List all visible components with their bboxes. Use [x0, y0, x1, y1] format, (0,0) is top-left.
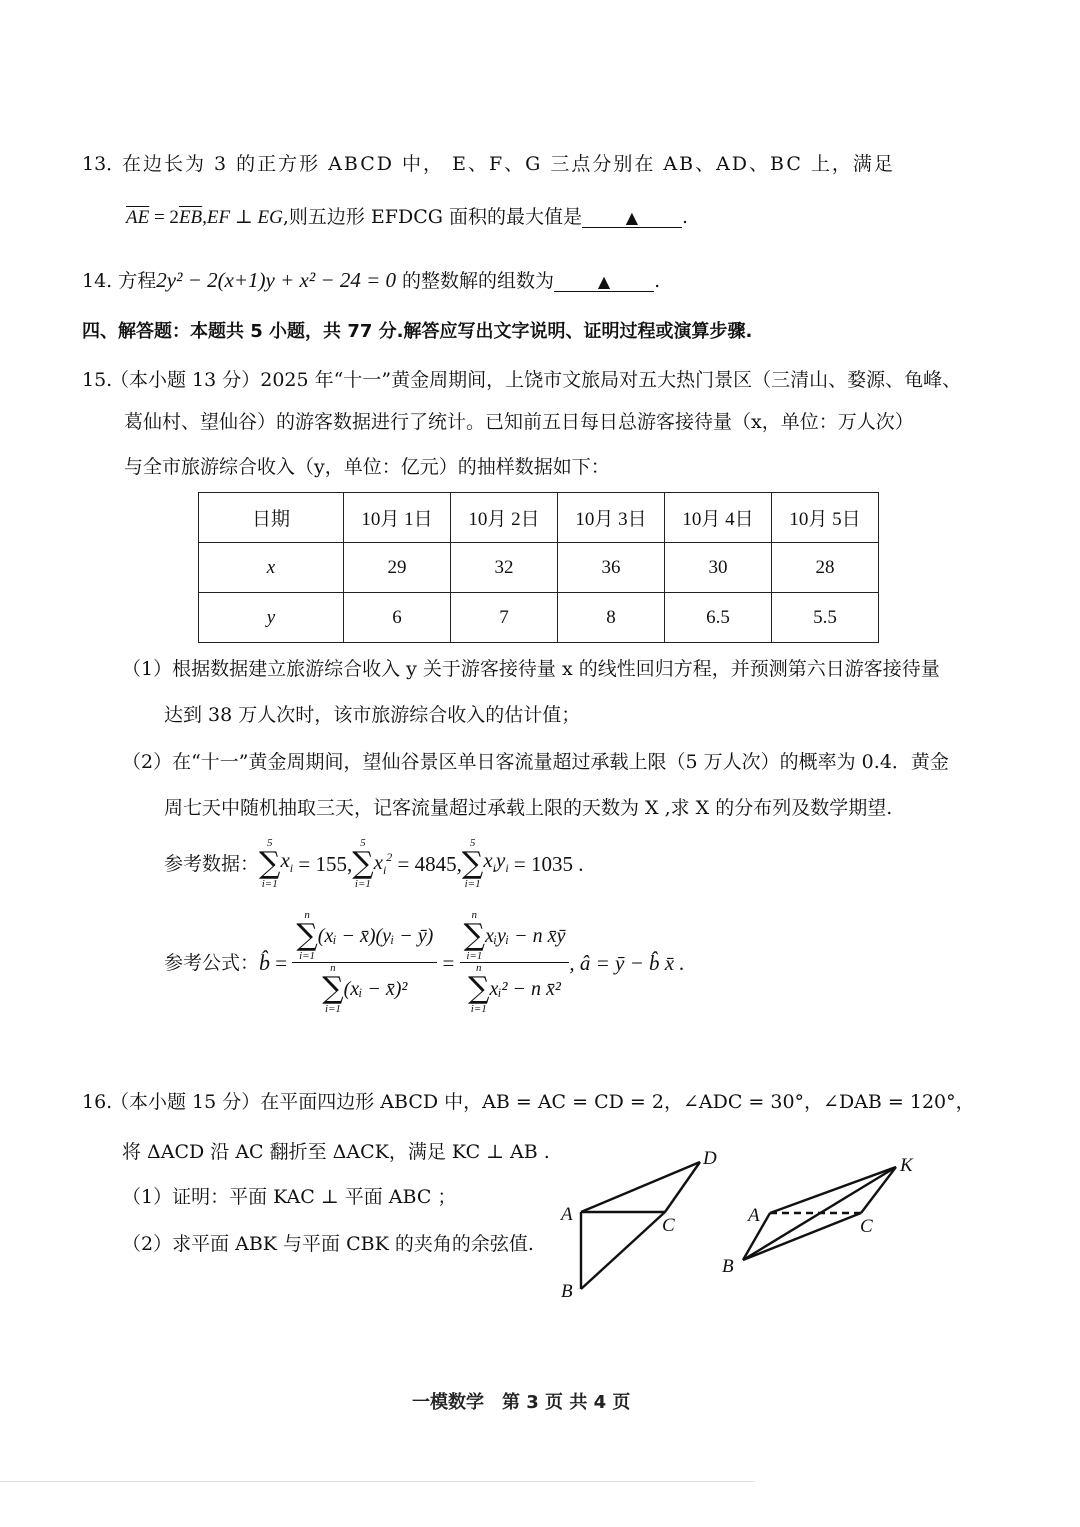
q14-number: 14.	[82, 270, 113, 292]
reference-data: 参考数据： 5 ∑ i=1 $x_i$ = 155 , 5 ∑ i=1 $x_i^2$ = 4845 , 5 ∑ i=1 $x_iy_i$ = 1035 .	[164, 837, 584, 890]
table-row	[199, 543, 879, 593]
label-b: B	[561, 1281, 573, 1302]
denominator-1: (xᵢ − x̄)²	[343, 978, 408, 1000]
denominator-2: xᵢ² − n x̄²	[489, 978, 561, 1000]
q14-prefix: 方程	[118, 270, 157, 292]
q15-number: 15.	[82, 369, 113, 391]
vector-ae: $\overline{AE}$	[126, 207, 150, 228]
sum-x2-value: 4845	[414, 852, 457, 876]
sum-x-value: 155	[315, 852, 347, 876]
table-header-cell: 10月 1日	[344, 493, 451, 543]
reference-data-label: 参考数据：	[164, 853, 260, 875]
q14-equation: 2y² − 2(x+1)y + x² − 24 = 0	[156, 268, 396, 292]
q16-line1: （本小题 15 分）在平面四边形 ABCD 中，AB = AC = CD = 2，∠ADC = 30°，∠DAB = 120°，	[110, 1091, 975, 1113]
sum-xy-value: 1035	[531, 852, 573, 876]
summation-symbol: 5 ∑ i=1	[352, 837, 374, 890]
edge-bc	[581, 1212, 665, 1289]
q15-line2: 葛仙村、望仙谷）的游客数据进行了统计。已知前五日每日总游客接待量（x，单位：万人次）	[124, 411, 914, 433]
table-cell: 29	[344, 543, 451, 593]
summation-symbol: 5 ∑ i=1	[259, 837, 281, 890]
label-k: K	[900, 1155, 913, 1176]
table-cell: 36	[558, 543, 665, 593]
table-cell: 32	[451, 543, 558, 593]
q16-number: 16.	[82, 1091, 113, 1113]
label-c: C	[662, 1215, 675, 1236]
q13-condition: ,EF ⊥ EG	[202, 207, 283, 228]
table-cell: 6.5	[665, 593, 772, 643]
edge-bc	[743, 1213, 861, 1260]
label-c: C	[860, 1216, 873, 1237]
figure-folded-tetrahedron	[710, 1140, 930, 1290]
q14-period: .	[654, 270, 661, 292]
table-header-cell: 10月 3日	[558, 493, 665, 543]
table-header-cell: 10月 5日	[772, 493, 879, 543]
fraction-1: n ∑ i=1 (xᵢ − x̄)(yᵢ − ȳ) n ∑ i=1 (xᵢ − x̄)²	[292, 910, 437, 1015]
q14-line	[82, 268, 660, 293]
q13-line1: 在边长为 3 的正方形 ABCD 中， E、F、G 三点分别在 AB、AD、BC 上，满足	[122, 153, 895, 175]
table-cell: 5.5	[772, 593, 879, 643]
table-cell: 6	[344, 593, 451, 643]
numerator-1: (xᵢ − x̄)(yᵢ − ȳ)	[317, 925, 434, 947]
label-a: A	[561, 1204, 573, 1225]
vector-eb: $\overline{EB}$	[178, 207, 203, 228]
page-divider	[0, 1481, 755, 1482]
triangle-marker-icon: ▲	[625, 208, 639, 227]
table-header-cell: 日期	[199, 493, 344, 543]
q13-number: 13．	[82, 153, 126, 175]
numerator-2: xᵢyᵢ − n x̄ȳ	[485, 925, 566, 947]
triangle-marker-icon: ▲	[597, 272, 611, 291]
reference-formula-label: 参考公式：	[164, 951, 260, 974]
table-cell: 7	[451, 593, 558, 643]
q15-line1: （本小题 13 分）2025 年“十一”黄金周期间，上饶市文旅局对五大热门景区（三清山、婺源、龟峰、	[110, 369, 962, 391]
table-header-cell: 10月 2日	[451, 493, 558, 543]
q15-part1-line2: 达到 38 万人次时，该市旅游综合收入的估计值；	[164, 704, 581, 726]
label-a: A	[748, 1205, 760, 1226]
q16-part1: （1）证明：平面 KAC ⊥ 平面 ABC ；	[122, 1186, 457, 1208]
table-cell: 30	[665, 543, 772, 593]
page-footer: 一模数学 第 3 页 共 4 页	[412, 1392, 631, 1413]
table-cell: 8	[558, 593, 665, 643]
label-b: B	[722, 1256, 734, 1277]
q13-period: .	[681, 206, 688, 228]
q14-suffix: 的整数解的组数为	[402, 270, 555, 292]
table-row-label: x	[199, 543, 344, 593]
data-table	[198, 492, 879, 643]
q15-part2-line2: 周七天中随机抽取三天，记客流量超过承载上限的天数为 X ,求 X 的分布列及数学期望.	[164, 797, 893, 819]
reference-formula: 参考公式： b̂ = n ∑ i=1 (xᵢ − x̄)(yᵢ − ȳ) n ∑ i=1 (xᵢ − x̄)² = n ∑ i=1 xᵢyᵢ − n x̄ȳ n ∑ i=1 xᵢ² − n x̄² , â = ȳ − b̂ x̄ .	[164, 909, 685, 1015]
figure-quadrilateral-abcd	[550, 1140, 730, 1310]
q13-eq: = 2	[149, 207, 179, 228]
q13-question-text: ,则五边形 EFDCG 面积的最大值是	[282, 206, 582, 228]
b-hat: b̂	[259, 949, 271, 975]
q16-line2: 将 ΔACD 沿 AC 翻折至 ΔACK，满足 KC ⊥ AB .	[122, 1141, 550, 1163]
q13-line2	[126, 205, 688, 230]
fraction-2: n ∑ i=1 xᵢyᵢ − n x̄ȳ n ∑ i=1 xᵢ² − n x̄²	[460, 910, 570, 1015]
q13-answer-blank[interactable]	[582, 209, 682, 228]
table-row-label: y	[199, 593, 344, 643]
q14-answer-blank[interactable]	[554, 273, 654, 292]
a-hat-formula: , â = ȳ − b̂ x̄ .	[569, 950, 685, 975]
table-header-cell: 10月 4日	[665, 493, 772, 543]
table-cell: 28	[772, 543, 879, 593]
section-heading: 四、解答题：本题共 5 小题，共 77 分.解答应写出文字说明、证明过程或演算步骤.	[82, 321, 753, 342]
table-header-row	[199, 493, 879, 543]
q16-part2: （2）求平面 ABK 与平面 CBK 的夹角的余弦值.	[122, 1233, 534, 1255]
summation-symbol: 5 ∑ i=1	[461, 837, 484, 890]
table-row	[199, 593, 879, 643]
q15-part1-line1: （1）根据数据建立旅游综合收入 y 关于游客接待量 x 的线性回归方程，并预测第六日游客接待量	[122, 658, 940, 680]
q15-line3: 与全市旅游综合收入（y，单位：亿元）的抽样数据如下：	[124, 456, 610, 478]
q15-part2-line1: （2）在“十一”黄金周期间，望仙谷景区单日客流量超过承载上限（5 万人次）的概率为 0.4．黄金	[122, 751, 949, 773]
label-d: D	[703, 1148, 717, 1169]
